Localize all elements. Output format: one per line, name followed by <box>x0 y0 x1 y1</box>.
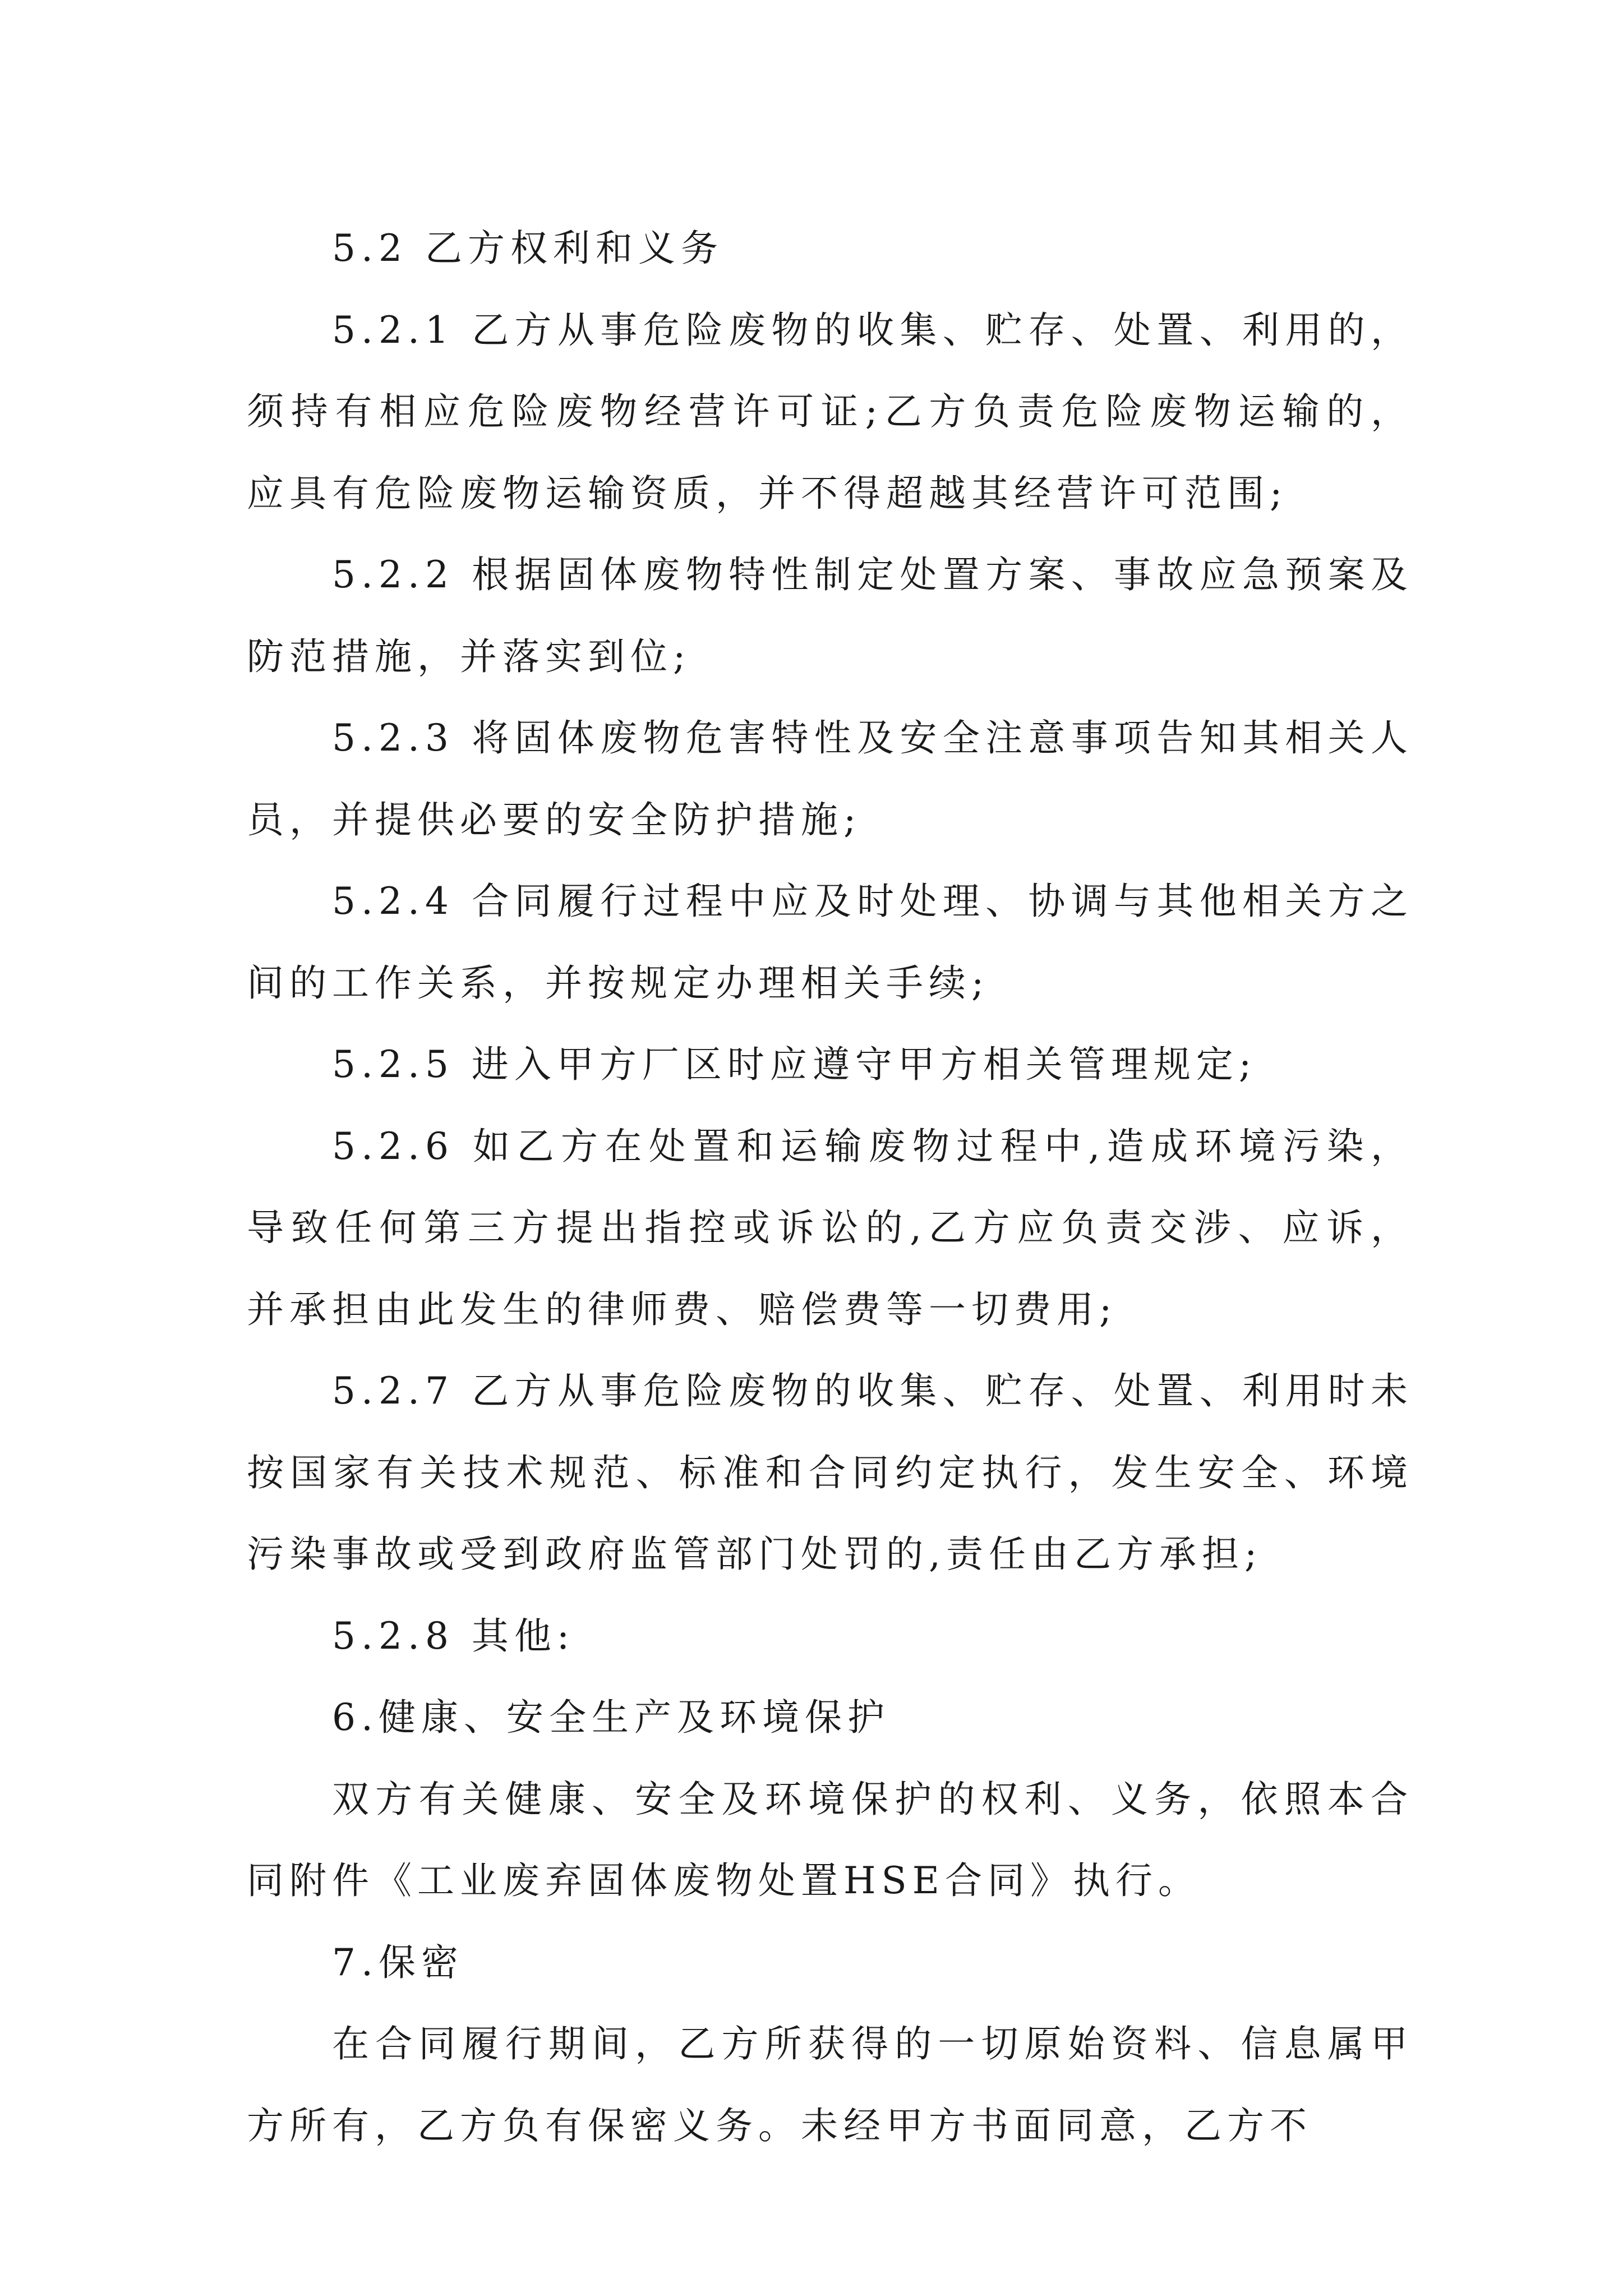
heading-7: 7.保密 <box>332 1940 464 1984</box>
document-body <box>247 208 1413 2166</box>
clause-5-2-3: 5.2.3 将固体废物危害特性及安全注意事项告知其相关人员，并提供必要的安全防护措施; <box>247 716 1413 841</box>
clause-5-2-1: 5.2.1 乙方从事危险废物的收集、贮存、处置、利用的，须持有相应危险废物经营许可证;乙方负责危险废物运输的，应具有危险废物运输资质，并不得超越其经营许可范围; <box>247 308 1413 515</box>
clause-5-2-4: 5.2.4 合同履行过程中应及时处理、协调与其他相关方之间的工作关系，并按规定办理相关手续; <box>247 880 1413 1005</box>
clause-5-2-2: 5.2.2 根据固体废物特性制定处置方案、事故应急预案及防范措施，并落实到位; <box>247 553 1413 678</box>
section-7-text: 在合同履行期间，乙方所获得的一切原始资料、信息属甲方所有，乙方负有保密义务。未经甲方书面同意，乙方不 <box>247 2022 1413 2147</box>
section-6-text: 双方有关健康、安全及环境保护的权利、义务，依照本合同附件《工业废弃固体废物处置HSE合同》执行。 <box>247 1777 1413 1902</box>
heading-6: 6.健康、安全生产及环境保护 <box>332 1696 890 1739</box>
clause-5-2-7: 5.2.7 乙方从事危险废物的收集、贮存、处置、利用时未按国家有关技术规范、标准和合同约定执行，发生安全、环境污染事故或受到政府监管部门处罚的,责任由乙方承担; <box>247 1369 1413 1576</box>
clause-5-2-6: 5.2.6 如乙方在处置和运输废物过程中,造成环境污染，导致任何第三方提出指控或诉讼的,乙方应负责交涉、应诉，并承担由此发生的律师费、赔偿费等一切费用; <box>247 1124 1413 1331</box>
heading-5-2: 5.2 乙方权利和义务 <box>332 227 723 270</box>
clause-5-2-8: 5.2.8 其他: <box>332 1614 575 1658</box>
clause-5-2-5: 5.2.5 进入甲方厂区时应遵守甲方相关管理规定; <box>332 1043 1257 1086</box>
